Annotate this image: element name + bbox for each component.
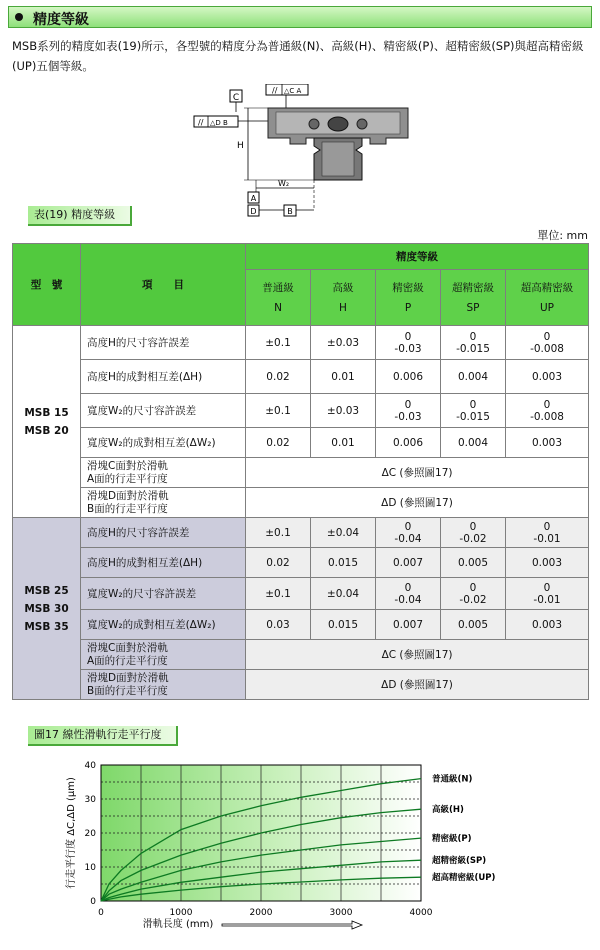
item-cell: 滑塊D面對於滑軌 B面的行走平行度 — [81, 670, 246, 700]
value-cell: ±0.04 — [311, 518, 376, 548]
value-cell: 0 -0.03 — [376, 326, 441, 360]
value-cell: 0.03 — [246, 610, 311, 640]
legend-label: 超精密級(SP) — [432, 856, 487, 867]
value-cell: 0.015 — [311, 548, 376, 578]
model-cell: MSB 15 MSB 20 — [13, 326, 81, 518]
span-cell: ΔD (參照圖17) — [246, 670, 589, 700]
value-cell: 0 -0.03 — [376, 394, 441, 428]
section-header — [8, 6, 592, 28]
x-axis-label: 滑軌長度 (mm) — [142, 919, 214, 930]
value-cell: ±0.1 — [246, 326, 311, 360]
grade-header: 高級 H — [311, 270, 376, 326]
value-cell: 0.006 — [376, 360, 441, 394]
table-caption: 表(19) 精度等級 — [28, 206, 132, 226]
table-row — [13, 360, 589, 394]
model-cell: MSB 25 MSB 30 MSB 35 — [13, 518, 81, 700]
value-cell: 0.01 — [311, 428, 376, 458]
value-cell: 0.007 — [376, 548, 441, 578]
legend-label: 超高精密級(UP) — [432, 873, 496, 884]
value-cell: 0.004 — [441, 428, 506, 458]
value-cell: 0 -0.008 — [506, 326, 589, 360]
item-cell: 高度H的尺寸容許誤差 — [81, 518, 246, 548]
chart-caption: 圖17 線性滑軌行走平行度 — [28, 726, 178, 746]
value-cell: 0.003 — [506, 428, 589, 458]
legend-label: 精密級(P) — [432, 834, 472, 845]
legend-label: 普通級(N) — [432, 774, 473, 785]
value-cell: 0 -0.015 — [441, 394, 506, 428]
value-cell: ±0.03 — [311, 394, 376, 428]
item-cell: 滑塊C面對於滑軌 A面的行走平行度 — [81, 458, 246, 488]
intro-paragraph: MSB系列的精度如表(19)所示，各型號的精度分為普通級(N)、高級(H)、精密級(P)、超精密級(SP)與超高精密級(UP)五個等級。 — [12, 39, 584, 73]
value-cell: 0.003 — [506, 610, 589, 640]
table-row — [13, 578, 589, 610]
header-item: 項 目 — [81, 244, 246, 326]
grade-header: 超高精密級 UP — [506, 270, 589, 326]
value-cell: 0.006 — [376, 428, 441, 458]
value-cell: 0.02 — [246, 428, 311, 458]
precision-table — [12, 243, 589, 700]
value-cell: 0.015 — [311, 610, 376, 640]
y-tick-label: 40 — [84, 761, 96, 771]
y-tick-label: 30 — [84, 795, 96, 805]
value-cell: 0.01 — [311, 360, 376, 394]
label-dd-b: △D B — [210, 119, 228, 127]
header-model: 型 號 — [13, 244, 81, 326]
value-cell: 0.005 — [441, 610, 506, 640]
x-tick-label: 4000 — [409, 908, 433, 918]
label-c: C — [232, 93, 240, 103]
value-cell: 0.003 — [506, 548, 589, 578]
item-cell: 寬度W₂的成對相互差(ΔW₂) — [81, 428, 246, 458]
value-cell: 0.005 — [441, 548, 506, 578]
value-cell: 0.02 — [246, 360, 311, 394]
grade-header: 普通級 N — [246, 270, 311, 326]
label-a: A — [250, 194, 257, 203]
table-row — [13, 548, 589, 578]
y-axis-label: 行走平行度 ΔC,ΔD (μm) — [66, 777, 77, 889]
grade-header: 精密級 P — [376, 270, 441, 326]
parallelism-chart — [0, 750, 600, 945]
item-cell: 寬度W₂的尺寸容許誤差 — [81, 394, 246, 428]
table-row — [13, 394, 589, 428]
y-tick-label: 20 — [84, 829, 96, 839]
value-cell: 0.007 — [376, 610, 441, 640]
y-tick-label: 0 — [90, 897, 96, 907]
item-cell: 滑塊C面對於滑軌 A面的行走平行度 — [81, 640, 246, 670]
label-h: H — [237, 141, 244, 151]
value-cell: ±0.04 — [311, 578, 376, 610]
value-cell: ±0.1 — [246, 578, 311, 610]
label-w2: W₂ — [278, 179, 290, 188]
value-cell: 0 -0.015 — [441, 326, 506, 360]
x-tick-label: 0 — [98, 908, 104, 918]
label-dc-a: △C A — [284, 87, 302, 95]
value-cell: 0 -0.04 — [376, 518, 441, 548]
svg-text://: // — [198, 118, 204, 127]
value-cell: 0 -0.02 — [441, 578, 506, 610]
x-tick-label: 2000 — [249, 908, 273, 918]
item-cell: 高度H的尺寸容許誤差 — [81, 326, 246, 360]
value-cell: 0 -0.02 — [441, 518, 506, 548]
y-tick-label: 10 — [84, 863, 96, 873]
arrow-icon — [222, 921, 362, 929]
value-cell: ±0.1 — [246, 518, 311, 548]
item-cell: 寬度W₂的尺寸容許誤差 — [81, 578, 246, 610]
header-grade: 精度等級 — [246, 244, 589, 270]
table-row — [13, 488, 589, 518]
value-cell: ±0.03 — [311, 326, 376, 360]
span-cell: ΔD (參照圖17) — [246, 488, 589, 518]
x-tick-label: 3000 — [329, 908, 353, 918]
table-row — [13, 458, 589, 488]
table-row — [13, 640, 589, 670]
table-row — [13, 610, 589, 640]
section-title: 精度等級 — [33, 12, 89, 28]
value-cell: ±0.1 — [246, 394, 311, 428]
value-cell: 0 -0.008 — [506, 394, 589, 428]
x-tick-label: 1000 — [169, 908, 193, 918]
table-row — [13, 326, 589, 360]
item-cell: 高度H的成對相互差(ΔH) — [81, 360, 246, 394]
item-cell: 高度H的成對相互差(ΔH) — [81, 548, 246, 578]
unit-label: 單位: mm — [537, 229, 588, 242]
value-cell: 0.004 — [441, 360, 506, 394]
value-cell: 0 -0.01 — [506, 578, 589, 610]
value-cell: 0 -0.01 — [506, 518, 589, 548]
span-cell: ΔC (參照圖17) — [246, 640, 589, 670]
bullet-icon — [15, 13, 23, 21]
span-cell: ΔC (參照圖17) — [246, 458, 589, 488]
table-row — [13, 428, 589, 458]
item-cell: 寬度W₂的成對相互差(ΔW₂) — [81, 610, 246, 640]
value-cell: 0 -0.04 — [376, 578, 441, 610]
label-d: D — [250, 207, 257, 216]
label-b: B — [287, 207, 293, 216]
value-cell: 0.003 — [506, 360, 589, 394]
table-row — [13, 518, 589, 548]
table-row — [13, 670, 589, 700]
legend-label: 高級(H) — [432, 805, 464, 816]
value-cell: 0.02 — [246, 548, 311, 578]
item-cell: 滑塊D面對於滑軌 B面的行走平行度 — [81, 488, 246, 518]
svg-text://: // — [272, 86, 278, 95]
grade-header: 超精密級 SP — [441, 270, 506, 326]
rail-diagram — [190, 84, 430, 224]
